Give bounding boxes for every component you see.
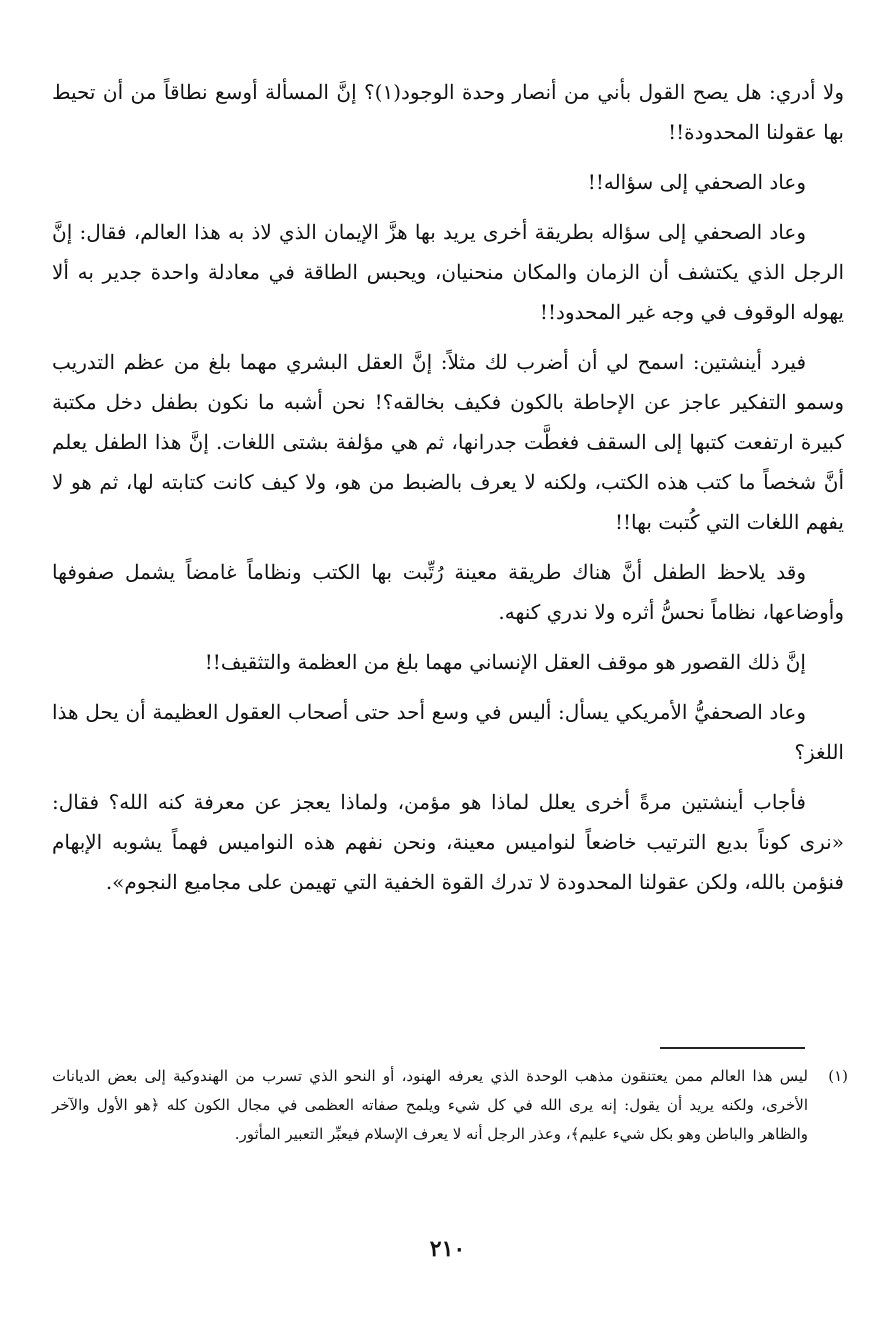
footnote-text: ليس هذا العالم ممن يعتنقون مذهب الوحدة الذي يعرفه الهنود، أو النحو الذي تسرب من الهندوكية إلى بعض الديانات الأخرى، ولكنه يريد أن يقول: إنه يرى الله في كل شيء ويلمح صفاته العظمى في مجال الكون كله ﴿هو الأول والآخر والظاهر والباطن وهو بكل شيء عليم﴾، وعذر الرجل أنه لا يعرف الإسلام فيعبِّر التعبير المأثور.	[52, 1067, 808, 1143]
paragraph-6: إنَّ ذلك القصور هو موقف العقل الإنساني مهما بلغ من العظمة والتثقيف!!	[204, 650, 806, 674]
paragraph-2: وعاد الصحفي إلى سؤاله!!	[587, 170, 806, 194]
footnote-divider	[660, 1047, 805, 1049]
footnote-marker: (١)	[828, 1067, 848, 1085]
paragraph-5: وقد يلاحظ الطفل أنَّ هناك طريقة معينة رُتِّبت بها الكتب ونظاماً غامضاً يشمل صفوفها وأوضاعها، نظاماً نحسُّ أثره ولا ندري كنهه.	[52, 560, 844, 624]
main-text	[52, 72, 844, 912]
footnote	[52, 1062, 848, 1149]
paragraph-8: فأجاب أينشتين مرةً أخرى يعلل لماذا هو مؤمن، ولماذا يعجز عن معرفة كنه الله؟ فقال: «نرى كوناً بديع الترتيب خاضعاً لنواميس معينة، ونحن نفهم هذه النواميس فهماً يشوبه الإبهام فنؤمن بالله، ولكن عقولنا المحدودة لا تدرك القوة الخفية التي تهيمن على مجاميع النجوم».	[52, 790, 844, 894]
paragraph-1: ولا أدري: هل يصح القول بأني من أنصار وحدة الوجود(١)؟ إنَّ المسألة أوسع نطاقاً من أن تحيط بها عقولنا المحدودة!!	[52, 80, 844, 144]
paragraph-7: وعاد الصحفيُّ الأمريكي يسأل: أليس في وسع أحد حتى أصحاب العقول العظيمة أن يحل هذا اللغز؟	[52, 700, 844, 764]
page-number: ٢١٠	[429, 1236, 466, 1262]
paragraph-4: فيرد أينشتين: اسمح لي أن أضرب لك مثلاً: إنَّ العقل البشري مهما بلغ من عظم التدريب وسمو التفكير عاجز عن الإحاطة بالكون فكيف بخالقه؟! نحن أشبه ما نكون بطفل دخل مكتبة كبيرة ارتفعت كتبها إلى السقف فغطَّت جدرانها، ثم هي مؤلفة بشتى اللغات. إنَّ هذا الطفل يعلم أنَّ شخصاً ما كتب هذه الكتب، ولكنه لا يعرف بالضبط من هو، ولا كيف كانت كتابته لها، ثم هو لا يفهم اللغات التي كُتبت بها!!	[52, 350, 844, 534]
paragraph-3: وعاد الصحفي إلى سؤاله بطريقة أخرى يريد بها هزَّ الإيمان الذي لاذ به هذا العالم، فقال: إنَّ الرجل الذي يكتشف أن الزمان والمكان منحنيان، ويحبس الطاقة في معادلة واحدة جدير به ألا يهوله الوقوف في وجه غير المحدود!!	[52, 220, 844, 324]
